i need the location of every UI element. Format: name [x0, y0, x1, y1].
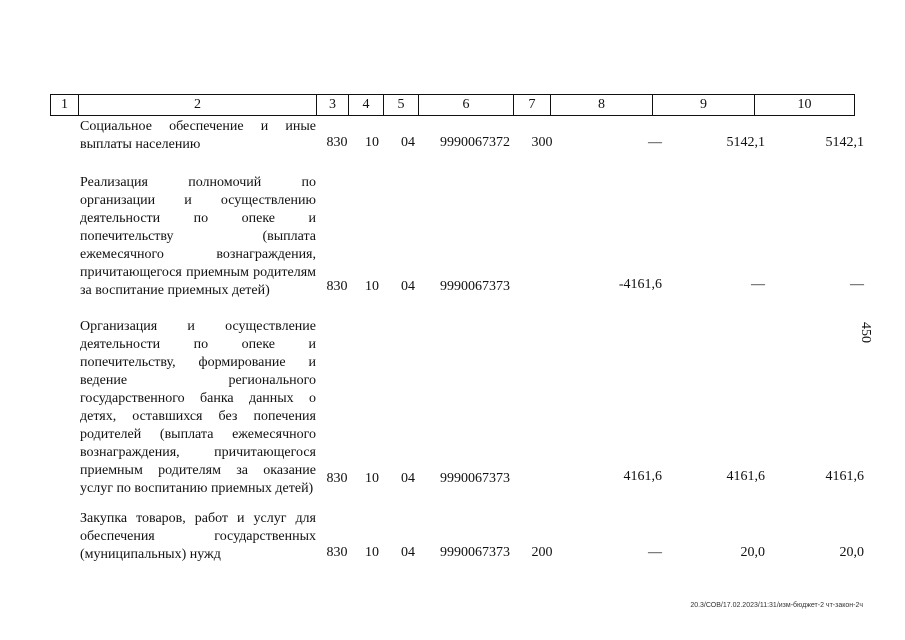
header-col-2: 2 [79, 95, 317, 116]
row-amount-col10: 5142,1 [825, 135, 864, 150]
row-expense-type: 300 [531, 135, 553, 150]
row-subsection: 04 [401, 279, 415, 294]
row-amount-col10: 4161,6 [825, 469, 864, 484]
row-amount-col8: — [648, 135, 662, 150]
row-amount-col8: 4161,6 [623, 469, 662, 484]
row-target-article: 9990067373 [440, 279, 510, 294]
row-expense-type: 200 [531, 545, 553, 560]
row-admin-code: 830 [326, 471, 348, 486]
header-col-3: 3 [317, 95, 349, 116]
header-col-10: 10 [755, 95, 855, 116]
header-col-9: 9 [653, 95, 755, 116]
row-amount-col10: — [850, 277, 864, 292]
row-description: Социальное обеспечение и иные выплаты населению [80, 119, 316, 152]
row-amount-col9: — [751, 277, 765, 292]
row-amount-col9: 4161,6 [726, 469, 765, 484]
row-subsection: 04 [401, 471, 415, 486]
header-col-7: 7 [514, 95, 551, 116]
row-amount-col8: — [648, 545, 662, 560]
row-target-article: 9990067372 [440, 135, 510, 150]
row-section: 10 [365, 135, 379, 150]
row-description: Организация и осуществление деятельности по опеке и попечительству, формирование и ведение регионального государственного банка данных о детях, оставшихся без попечения родителей (выплата ежемесячного вознаграждения, причитающегося приемным родителям за оказание услуг по воспитанию приемных детей) [80, 319, 316, 496]
row-description: Закупка товаров, работ и услуг для обеспечения государственных (муниципальных) нужд [80, 511, 316, 562]
row-section: 10 [365, 471, 379, 486]
row-admin-code: 830 [326, 279, 348, 294]
row-amount-col8: -4161,6 [618, 277, 662, 292]
header-col-4: 4 [349, 95, 384, 116]
row-amount-col9: 5142,1 [726, 135, 765, 150]
row-section: 10 [365, 279, 379, 294]
row-description: Реализация полномочий по организации и осуществлению деятельности по опеке и попечительству (выплата ежемесячного вознаграждения, причитающегося приемным родителям за воспитание приемных детей) [80, 175, 316, 298]
header-col-5: 5 [384, 95, 419, 116]
row-target-article: 9990067373 [440, 471, 510, 486]
header-col-1: 1 [51, 95, 79, 116]
row-section: 10 [365, 545, 379, 560]
header-col-6: 6 [419, 95, 514, 116]
row-amount-col10: 20,0 [839, 545, 864, 560]
row-admin-code: 830 [326, 135, 348, 150]
row-subsection: 04 [401, 135, 415, 150]
row-target-article: 9990067373 [440, 545, 510, 560]
footer-document-stamp: 20.3/СОВ/17.02.2023/11:31/изм-бюджет-2 чт-закон-2ч [690, 602, 863, 609]
row-admin-code: 830 [326, 545, 348, 560]
page-number: 450 [858, 322, 873, 343]
row-subsection: 04 [401, 545, 415, 560]
header-col-8: 8 [551, 95, 653, 116]
row-amount-col9: 20,0 [740, 545, 765, 560]
column-number-header [50, 94, 855, 116]
